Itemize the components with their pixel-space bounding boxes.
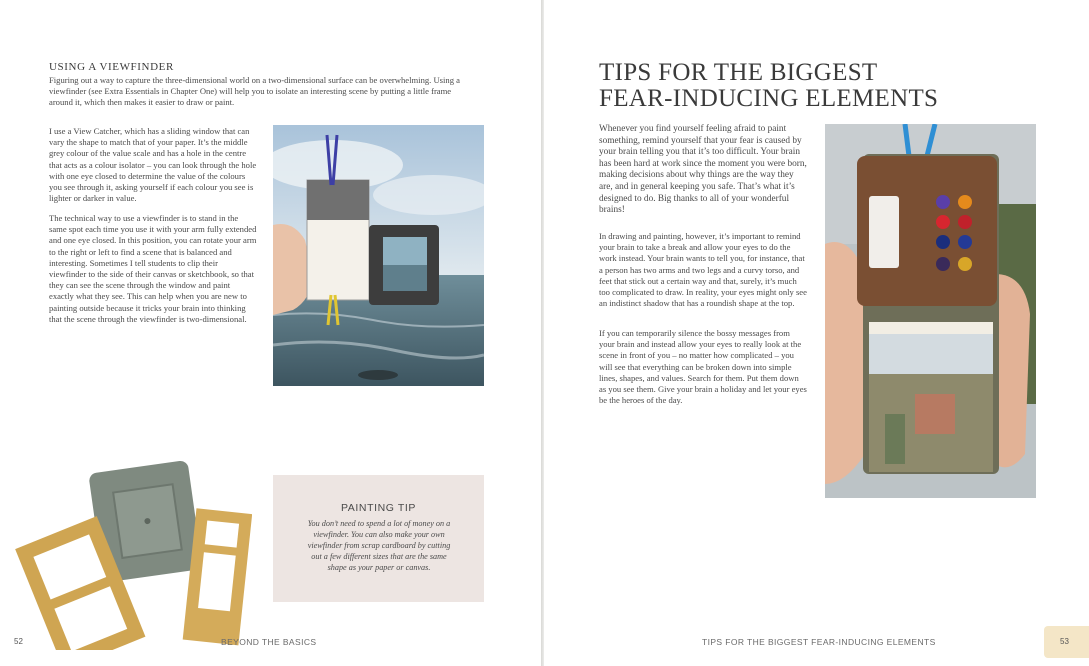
viewfinder-seascape-photo (273, 125, 484, 386)
right-paragraph-1: Whenever you find yourself feeling afraid to paint something, remind yourself that your fear is caused by your brain telling you that it’s too difficult. Your brain has been hard at work since the moment you were born, making decisions about why things are the way they are, and in general keeping you safe. That’s what it’s designed to do. Big thanks to all of your wonderful brains! (599, 124, 807, 216)
running-head-right: TIPS FOR THE BIGGEST FEAR-INDUCING ELEMENTS (702, 637, 936, 647)
body-paragraph-2: The technical way to use a viewfinder is to stand in the same spot each time you use it with your arm fully extended and one eye closed. In this position, you can rotate your arm to the right or left to find a scene that is balanced and interesting. Sometimes I tell students to clip their viewfinder to the side of their canvas or sketchbook, so that they can see the scene through the window and paint exactly what they see. This can help when you are new to painting outside because it tricks your brain into thinking that the scene through the viewfinder is two-dimensional. (49, 213, 257, 324)
folio-right: 53 (1060, 637, 1069, 646)
viewfinders-objects-photo (14, 456, 252, 650)
viewfinder-seascape-illustration (273, 125, 484, 386)
chapter-title-line-2: FEAR-INDUCING ELEMENTS (599, 85, 939, 112)
left-page (0, 0, 541, 666)
painting-tip-body: You don’t need to spend a lot of money on a viewfinder. You can also make your own viewfinder from scrap cardboard by cutting out a few different sizes that are the same shape as your paper or canvas. (307, 519, 451, 572)
right-page (544, 0, 1089, 666)
intro-paragraph: Figuring out a way to capture the three-dimensional world on a two-dimensional surface can be overwhelming. Using a viewfinder (see Extra Essentials in Chapter One) will help you to isolate an interesting scene by putting a little frame around it, which then makes it easier to draw or paint. (49, 75, 460, 108)
body-paragraph-1: I use a View Catcher, which has a sliding window that can vary the shape to match that of your paper. It’s the middle grey colour of the value scale and has a hole in the centre that acts as a colour isolator – you can look through the hole with one eye closed to determine the value of the colours you see through it, asking yourself if each colour you see is lighter or darker in value. (49, 126, 257, 204)
palette-sketchbook-illustration (825, 124, 1036, 498)
right-paragraph-2: In drawing and painting, however, it’s important to remind your brain to take a break and allow your eyes to do the work instead. Your brain wants to tell you, for instance, that a person has two arms and two legs and a curvy torso, and feet that stick out a certain way and that, surely, it’s much too complicated to draw. In reality, your eyes might only see an indistinct shadow that has a roundish shape at the top. (599, 231, 807, 309)
running-head-left: BEYOND THE BASICS (221, 637, 317, 647)
section-heading: USING A VIEWFINDER (49, 61, 174, 73)
palette-sketchbook-photo (825, 124, 1036, 498)
chapter-title (599, 60, 938, 112)
right-paragraph-3: If you can temporarily silence the bossy messages from your brain and instead allow your eyes to really look at the scene in front of you – no matter how complicated – you will see that everything can be broken down into simple lines, shapes, and values. Search for them. Put them down as you see them. Give your brain a holiday and let your eyes be the heroes of the day. (599, 328, 807, 406)
folio-left: 52 (14, 637, 23, 646)
painting-tip-title: PAINTING TIP (340, 502, 417, 514)
painting-tip-box (273, 475, 484, 602)
chapter-title-line-1: TIPS FOR THE BIGGEST (599, 59, 878, 86)
viewfinders-illustration (14, 456, 252, 650)
